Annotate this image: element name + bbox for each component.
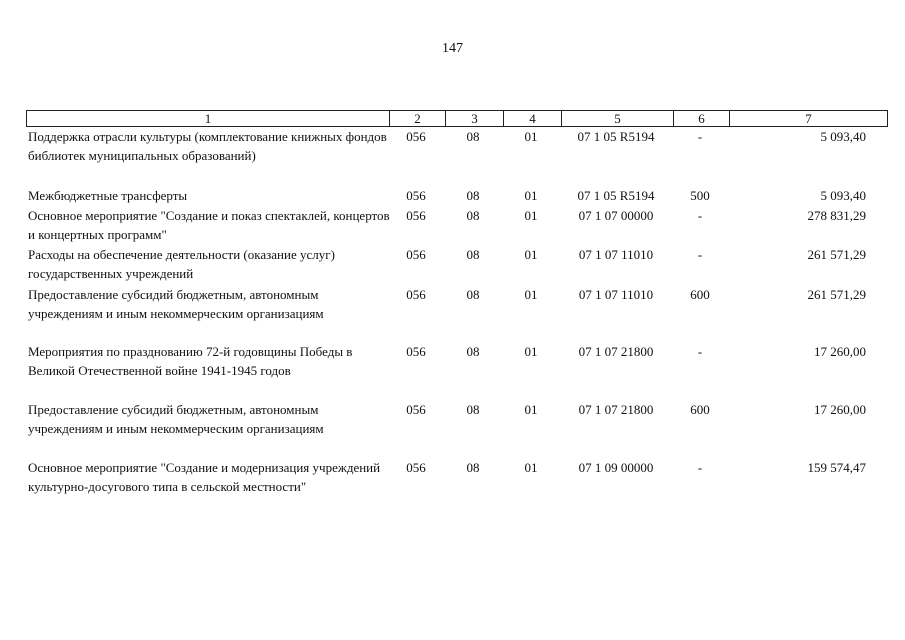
header-col-4: 4: [503, 111, 561, 126]
row-code-5: 07 1 07 00000: [578, 208, 654, 223]
row-code-6: 600: [690, 287, 710, 302]
table-row: [26, 206, 888, 245]
row-name: Межбюджетные трансферты: [28, 188, 188, 203]
row-name: Мероприятия по празднованию 72-й годовщины Победы в Великой Отечественной войне 1941-1945 годов: [28, 344, 353, 378]
row-amount: 261 571,29: [807, 247, 866, 262]
row-code-5: 07 1 07 11010: [578, 287, 654, 302]
row-code-4: 01: [524, 208, 538, 223]
row-code-3: 08: [466, 129, 480, 144]
table-header: [26, 110, 888, 127]
row-code-2: 056: [406, 344, 426, 359]
row-code-5: 07 1 07 21800: [578, 402, 654, 417]
row-code-3: 08: [466, 402, 480, 417]
row-code-6: -: [697, 208, 703, 223]
row-code-6: -: [697, 129, 703, 144]
table-row: [26, 458, 888, 518]
table-row: [26, 127, 888, 186]
row-code-2: 056: [406, 402, 426, 417]
row-amount: 5 093,40: [820, 129, 866, 144]
row-name: Поддержка отрасли культуры (комплектование книжных фондов библиотек муниципальных образований): [28, 129, 387, 163]
row-code-4: 01: [524, 402, 538, 417]
row-code-3: 08: [466, 208, 480, 223]
table-body: [26, 127, 888, 518]
row-code-4: 01: [524, 287, 538, 302]
row-code-3: 08: [466, 188, 480, 203]
header-col-1: 1: [204, 111, 212, 126]
row-code-6: -: [697, 247, 703, 262]
table-row: [26, 400, 888, 458]
row-code-5: 07 1 05 R5194: [577, 188, 655, 203]
table-row: [26, 186, 888, 206]
row-name: Основное мероприятие "Создание и модернизация учреждений культурно-досугового типа в сельской местности": [28, 460, 381, 494]
row-code-4: 01: [524, 188, 538, 203]
row-code-3: 08: [466, 247, 480, 262]
row-code-5: 07 1 07 21800: [578, 344, 654, 359]
row-code-4: 01: [524, 460, 538, 475]
row-name: Расходы на обеспечение деятельности (оказание услуг) государственных учреждений: [28, 247, 335, 281]
row-name: Предоставление субсидий бюджетным, автономным учреждениям и иным некоммерческим организациям: [28, 287, 324, 321]
table-row: [26, 342, 888, 400]
row-code-3: 08: [466, 344, 480, 359]
row-code-6: -: [697, 460, 703, 475]
row-code-2: 056: [406, 188, 426, 203]
row-code-4: 01: [524, 344, 538, 359]
row-amount: 261 571,29: [807, 287, 866, 302]
header-col-5: 5: [561, 111, 673, 126]
row-name: Основное мероприятие "Создание и показ спектаклей, концертов и концертных программ": [28, 208, 390, 242]
row-code-3: 08: [466, 287, 480, 302]
row-code-6: 600: [690, 402, 710, 417]
row-code-5: 07 1 09 00000: [578, 460, 654, 475]
row-amount: 5 093,40: [820, 188, 866, 203]
header-col-7: 7: [729, 111, 887, 126]
row-name: Предоставление субсидий бюджетным, автономным учреждениям и иным некоммерческим организациям: [28, 402, 324, 436]
row-code-6: 500: [690, 188, 710, 203]
header-col-2: 2: [389, 111, 445, 126]
table-row: [26, 285, 888, 342]
row-code-5: 07 1 07 11010: [578, 247, 654, 262]
row-code-2: 056: [406, 129, 426, 144]
table-row: [26, 245, 888, 285]
row-amount: 17 260,00: [814, 402, 866, 417]
row-code-2: 056: [406, 460, 426, 475]
row-code-6: -: [697, 344, 703, 359]
row-code-2: 056: [406, 247, 426, 262]
row-code-2: 056: [406, 208, 426, 223]
row-amount: 278 831,29: [807, 208, 866, 223]
header-col-6: 6: [673, 111, 729, 126]
row-code-4: 01: [524, 247, 538, 262]
row-amount: 159 574,47: [807, 460, 866, 475]
row-amount: 17 260,00: [814, 344, 866, 359]
header-col-3: 3: [445, 111, 503, 126]
row-code-4: 01: [524, 129, 538, 144]
page-number: 147: [442, 41, 463, 56]
row-code-5: 07 1 05 R5194: [577, 129, 655, 144]
row-code-2: 056: [406, 287, 426, 302]
row-code-3: 08: [466, 460, 480, 475]
